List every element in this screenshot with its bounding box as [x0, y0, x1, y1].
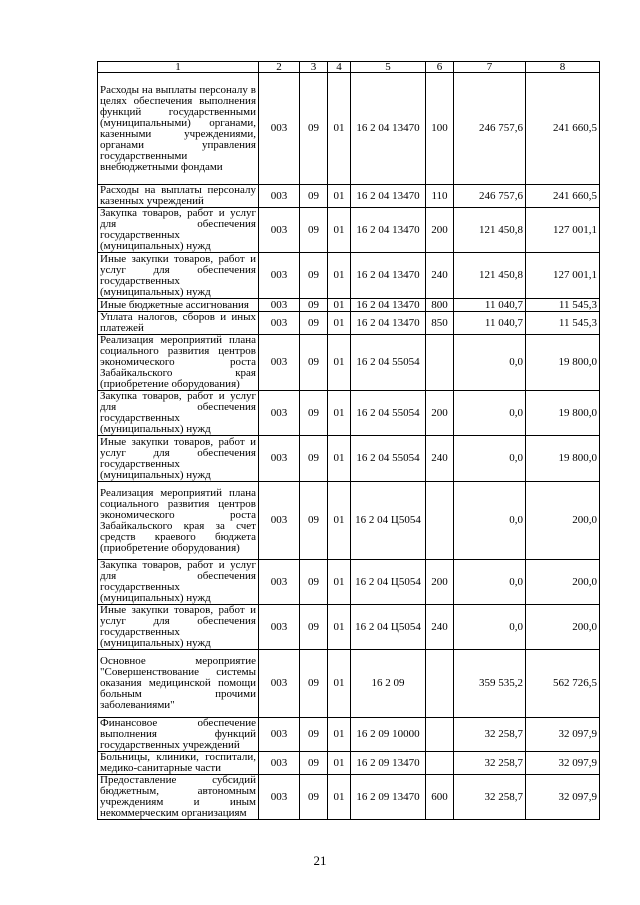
- amount-cell: 32 258,7: [454, 775, 526, 820]
- section-code-cell: 09: [300, 73, 328, 185]
- section-code-cell: 09: [300, 253, 328, 299]
- column-header: 7: [454, 62, 526, 73]
- admin-code-cell: 003: [259, 752, 300, 775]
- row-name-cell: Расходы на выплаты персоналу казенных учреждений: [98, 185, 259, 208]
- amount-cell: 19 800,0: [526, 335, 600, 391]
- amount-cell: 11 545,3: [526, 312, 600, 335]
- expense-type-cell: 240: [426, 605, 454, 650]
- admin-code-cell: 003: [259, 436, 300, 482]
- subsection-code-cell: 01: [328, 752, 351, 775]
- amount-cell: 562 726,5: [526, 650, 600, 718]
- admin-code-cell: 003: [259, 208, 300, 253]
- page-number: 21: [313, 853, 327, 868]
- amount-cell: 11 040,7: [454, 299, 526, 312]
- row-name-cell: Иные закупки товаров, работ и услуг для обеспечения государственных (муниципальных) нужд: [98, 605, 259, 650]
- section-code-cell: 09: [300, 650, 328, 718]
- subsection-code-cell: 01: [328, 482, 351, 560]
- subsection-code-cell: 01: [328, 253, 351, 299]
- amount-cell: 32 258,7: [454, 718, 526, 752]
- expense-type-cell: 200: [426, 560, 454, 605]
- admin-code-cell: 003: [259, 185, 300, 208]
- subsection-code-cell: 01: [328, 650, 351, 718]
- table-row: [98, 482, 600, 560]
- amount-cell: 19 800,0: [526, 391, 600, 436]
- row-name-cell: Уплата налогов, сборов и иных платежей: [98, 312, 259, 335]
- subsection-code-cell: 01: [328, 299, 351, 312]
- amount-cell: 19 800,0: [526, 436, 600, 482]
- amount-cell: 32 097,9: [526, 752, 600, 775]
- admin-code-cell: 003: [259, 73, 300, 185]
- target-code-cell: 16 2 04 Ц5054: [351, 560, 426, 605]
- expense-type-cell: 850: [426, 312, 454, 335]
- amount-cell: 11 545,3: [526, 299, 600, 312]
- column-header: 8: [526, 62, 600, 73]
- admin-code-cell: 003: [259, 482, 300, 560]
- subsection-code-cell: 01: [328, 775, 351, 820]
- amount-cell: 127 001,1: [526, 208, 600, 253]
- amount-cell: 121 450,8: [454, 208, 526, 253]
- section-code-cell: 09: [300, 208, 328, 253]
- amount-cell: 0,0: [454, 436, 526, 482]
- section-code-cell: 09: [300, 391, 328, 436]
- amount-cell: 200,0: [526, 560, 600, 605]
- amount-cell: 121 450,8: [454, 253, 526, 299]
- section-code-cell: 09: [300, 752, 328, 775]
- target-code-cell: 16 2 09 13470: [351, 752, 426, 775]
- target-code-cell: 16 2 04 13470: [351, 73, 426, 185]
- section-code-cell: 09: [300, 299, 328, 312]
- table-row: [98, 185, 600, 208]
- expense-type-cell: 200: [426, 391, 454, 436]
- column-header: 4: [328, 62, 351, 73]
- row-name-cell: Расходы на выплаты персоналу в целях обеспечения выполнения функций государственными (муниципальными) органами, казенными учреждениями, органами управления государственными внебюджетными фондами: [98, 73, 259, 185]
- amount-cell: 11 040,7: [454, 312, 526, 335]
- section-code-cell: 09: [300, 560, 328, 605]
- row-name-cell: Реализация мероприятий плана социального развития центров экономического роста Забайкальского края за счет средств краевого бюджета (приобретение оборудования): [98, 482, 259, 560]
- table-row: [98, 299, 600, 312]
- target-code-cell: 16 2 09 13470: [351, 775, 426, 820]
- amount-cell: 359 535,2: [454, 650, 526, 718]
- amount-cell: 246 757,6: [454, 185, 526, 208]
- subsection-code-cell: 01: [328, 73, 351, 185]
- section-code-cell: 09: [300, 482, 328, 560]
- row-name-cell: Реализация мероприятий плана социального развития центров экономического роста Забайкальского края (приобретение оборудования): [98, 335, 259, 391]
- column-header: 1: [98, 62, 259, 73]
- column-header: 3: [300, 62, 328, 73]
- row-name-cell: Закупка товаров, работ и услуг для обеспечения государственных (муниципальных) нужд: [98, 560, 259, 605]
- amount-cell: 0,0: [454, 335, 526, 391]
- amount-cell: 0,0: [454, 391, 526, 436]
- table-row: [98, 560, 600, 605]
- amount-cell: 0,0: [454, 560, 526, 605]
- table-row: [98, 253, 600, 299]
- table-row: [98, 605, 600, 650]
- expense-type-cell: 240: [426, 253, 454, 299]
- subsection-code-cell: 01: [328, 335, 351, 391]
- row-name-cell: Финансовое обеспечение выполнения функций государственных учреждений: [98, 718, 259, 752]
- budget-table: [97, 61, 600, 820]
- admin-code-cell: 003: [259, 312, 300, 335]
- expense-type-cell: [426, 718, 454, 752]
- subsection-code-cell: 01: [328, 718, 351, 752]
- target-code-cell: 16 2 04 Ц5054: [351, 605, 426, 650]
- table-body: [98, 62, 600, 820]
- row-name-cell: Иные закупки товаров, работ и услуг для обеспечения государственных (муниципальных) нужд: [98, 436, 259, 482]
- table-row: [98, 650, 600, 718]
- target-code-cell: 16 2 04 55054: [351, 391, 426, 436]
- table-row: [98, 391, 600, 436]
- target-code-cell: 16 2 09: [351, 650, 426, 718]
- expense-type-cell: [426, 752, 454, 775]
- admin-code-cell: 003: [259, 775, 300, 820]
- table-row: [98, 436, 600, 482]
- expense-type-cell: 800: [426, 299, 454, 312]
- row-name-cell: Больницы, клиники, госпитали, медико-санитарные части: [98, 752, 259, 775]
- row-name-cell: Иные закупки товаров, работ и услуг для обеспечения государственных (муниципальных) нужд: [98, 253, 259, 299]
- table-row: [98, 312, 600, 335]
- subsection-code-cell: 01: [328, 436, 351, 482]
- amount-cell: 241 660,5: [526, 185, 600, 208]
- column-header: 5: [351, 62, 426, 73]
- admin-code-cell: 003: [259, 391, 300, 436]
- admin-code-cell: 003: [259, 650, 300, 718]
- amount-cell: 32 097,9: [526, 775, 600, 820]
- subsection-code-cell: 01: [328, 312, 351, 335]
- amount-cell: 0,0: [454, 482, 526, 560]
- amount-cell: 200,0: [526, 482, 600, 560]
- table-header-row: [98, 62, 600, 73]
- expense-type-cell: [426, 650, 454, 718]
- column-header: 2: [259, 62, 300, 73]
- section-code-cell: 09: [300, 185, 328, 208]
- table-row: [98, 335, 600, 391]
- column-header: 6: [426, 62, 454, 73]
- section-code-cell: 09: [300, 718, 328, 752]
- subsection-code-cell: 01: [328, 560, 351, 605]
- amount-cell: 0,0: [454, 605, 526, 650]
- table-row: [98, 752, 600, 775]
- target-code-cell: 16 2 04 13470: [351, 312, 426, 335]
- row-name-cell: Закупка товаров, работ и услуг для обеспечения государственных (муниципальных) нужд: [98, 208, 259, 253]
- target-code-cell: 16 2 04 55054: [351, 436, 426, 482]
- admin-code-cell: 003: [259, 253, 300, 299]
- row-name-cell: Закупка товаров, работ и услуг для обеспечения государственных (муниципальных) нужд: [98, 391, 259, 436]
- section-code-cell: 09: [300, 312, 328, 335]
- section-code-cell: 09: [300, 775, 328, 820]
- target-code-cell: 16 2 04 13470: [351, 185, 426, 208]
- amount-cell: 200,0: [526, 605, 600, 650]
- amount-cell: 32 258,7: [454, 752, 526, 775]
- subsection-code-cell: 01: [328, 208, 351, 253]
- expense-type-cell: 100: [426, 73, 454, 185]
- expense-type-cell: 240: [426, 436, 454, 482]
- target-code-cell: 16 2 04 13470: [351, 208, 426, 253]
- expense-type-cell: 200: [426, 208, 454, 253]
- table-row: [98, 73, 600, 185]
- target-code-cell: 16 2 04 Ц5054: [351, 482, 426, 560]
- amount-cell: 246 757,6: [454, 73, 526, 185]
- admin-code-cell: 003: [259, 605, 300, 650]
- amount-cell: 127 001,1: [526, 253, 600, 299]
- target-code-cell: 16 2 04 55054: [351, 335, 426, 391]
- expense-type-cell: [426, 482, 454, 560]
- section-code-cell: 09: [300, 436, 328, 482]
- subsection-code-cell: 01: [328, 605, 351, 650]
- target-code-cell: 16 2 04 13470: [351, 253, 426, 299]
- amount-cell: 32 097,9: [526, 718, 600, 752]
- table-row: [98, 775, 600, 820]
- admin-code-cell: 003: [259, 718, 300, 752]
- row-name-cell: Иные бюджетные ассигнования: [98, 299, 259, 312]
- amount-cell: 241 660,5: [526, 73, 600, 185]
- admin-code-cell: 003: [259, 299, 300, 312]
- subsection-code-cell: 01: [328, 185, 351, 208]
- table-row: [98, 208, 600, 253]
- expense-type-cell: 600: [426, 775, 454, 820]
- admin-code-cell: 003: [259, 560, 300, 605]
- expense-type-cell: [426, 335, 454, 391]
- expense-type-cell: 110: [426, 185, 454, 208]
- row-name-cell: Основное мероприятие "Совершенствование системы оказания медицинской помощи больным прочими заболеваниями": [98, 650, 259, 718]
- subsection-code-cell: 01: [328, 391, 351, 436]
- row-name-cell: Предоставление субсидий бюджетным, автономным учреждениям и иным некоммерческим организациям: [98, 775, 259, 820]
- table-row: [98, 718, 600, 752]
- section-code-cell: 09: [300, 335, 328, 391]
- admin-code-cell: 003: [259, 335, 300, 391]
- section-code-cell: 09: [300, 605, 328, 650]
- target-code-cell: 16 2 04 13470: [351, 299, 426, 312]
- target-code-cell: 16 2 09 10000: [351, 718, 426, 752]
